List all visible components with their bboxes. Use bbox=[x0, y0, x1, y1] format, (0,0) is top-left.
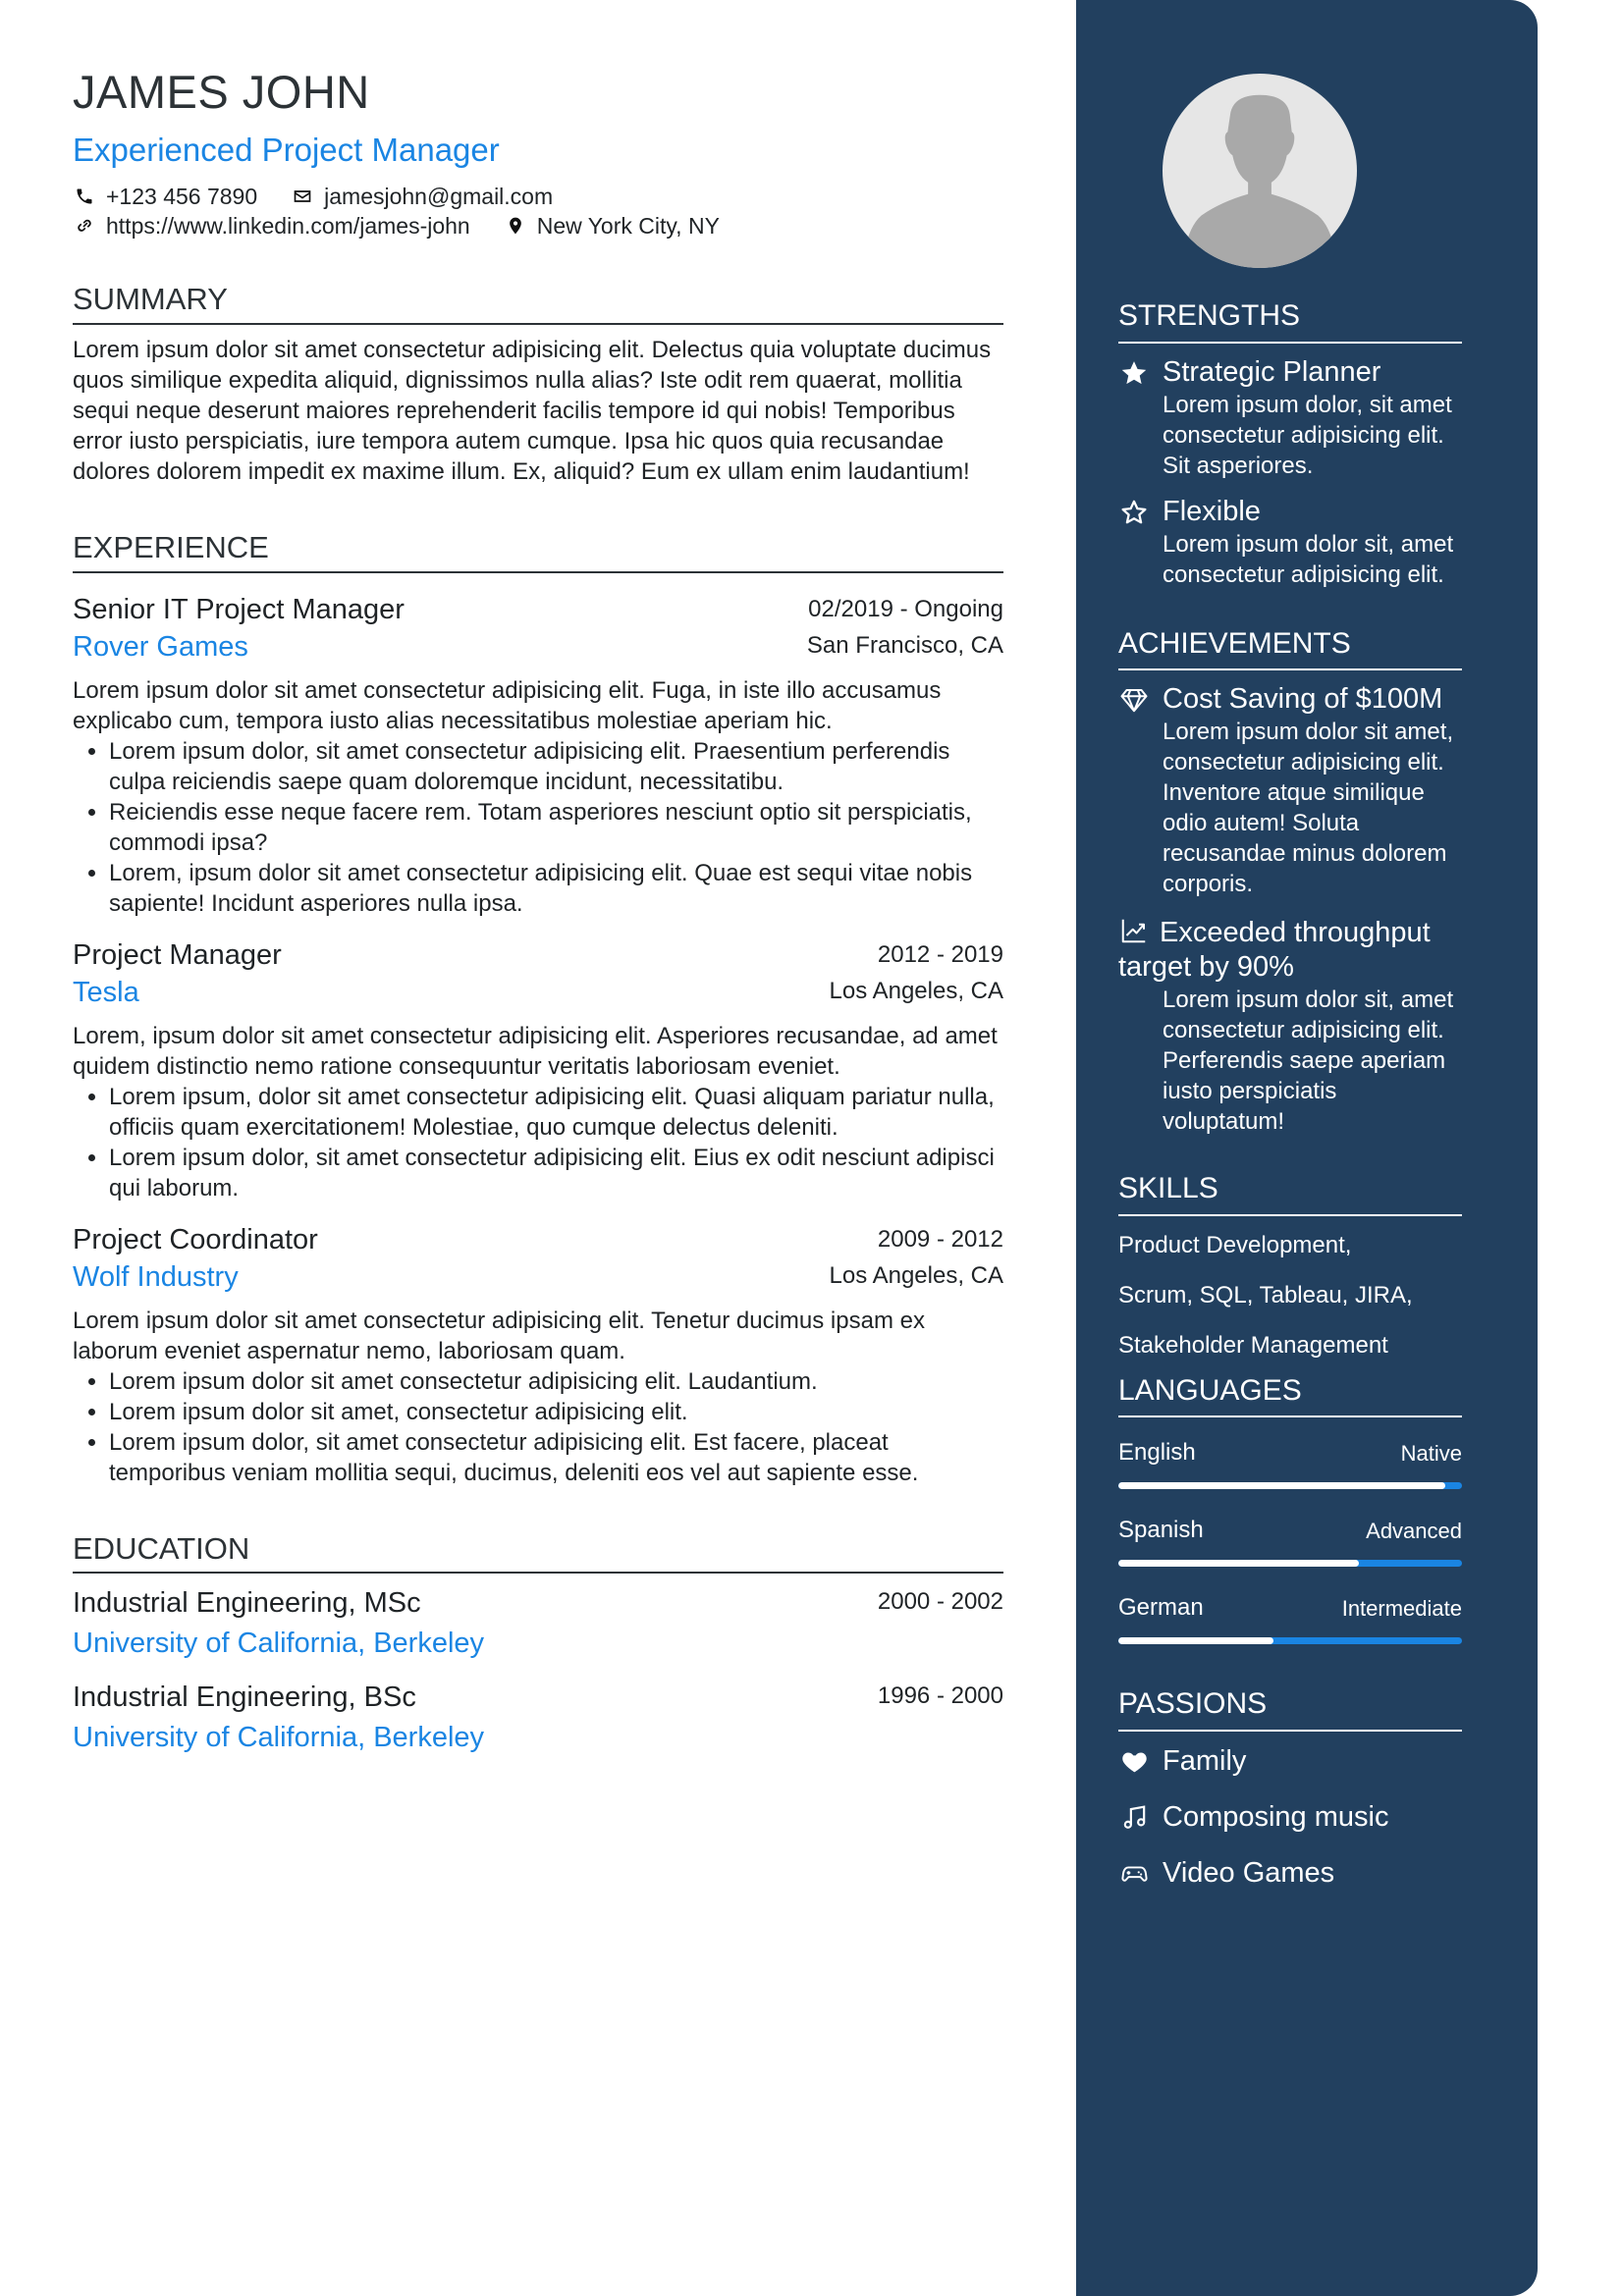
job-dates: 02/2019 - Ongoing bbox=[808, 595, 1003, 622]
passion-item bbox=[1118, 1789, 1462, 1845]
achievements-title: ACHIEVEMENTS bbox=[1118, 627, 1462, 671]
job-entry bbox=[73, 936, 1003, 1203]
avatar bbox=[1163, 74, 1357, 268]
job-location: Los Angeles, CA bbox=[829, 1261, 1003, 1289]
job-bullets bbox=[73, 1366, 1003, 1488]
strength-item bbox=[1118, 355, 1462, 481]
education-title: EDUCATION bbox=[73, 1531, 1003, 1575]
language-item bbox=[1118, 1517, 1462, 1567]
education-dates: 1996 - 2000 bbox=[877, 1682, 1003, 1710]
map-pin-icon bbox=[504, 214, 527, 238]
sidebar-content bbox=[1118, 299, 1462, 1901]
bullet-item: • Lorem, ipsum dolor sit amet consectetur adipisicing elit. Quae est sequi vitae nobis sapiente! Incidunt asperiores nulla ipsa. bbox=[109, 858, 1003, 919]
passion-label: Composing music bbox=[1163, 1800, 1389, 1833]
language-proficiency-fill bbox=[1118, 1637, 1273, 1644]
achievement-title: Cost Saving of $100M bbox=[1163, 683, 1443, 715]
education-dates: 2000 - 2002 bbox=[877, 1588, 1003, 1616]
summary-title: SUMMARY bbox=[73, 282, 1003, 325]
strength-text: Lorem ipsum dolor sit, amet consectetur adipisicing elit. bbox=[1163, 530, 1454, 588]
job-location: Los Angeles, CA bbox=[829, 977, 1003, 1004]
bullet-item: • Lorem ipsum dolor, sit amet consectetur adipisicing elit. Est facere, placeat temporibus veniam mollitia sequi, ducimus, deleniti eos vel aut sapiente esse. bbox=[109, 1427, 1003, 1488]
job-entry bbox=[73, 1221, 1003, 1488]
job-company: Rover Games bbox=[73, 630, 248, 663]
language-item bbox=[1118, 1594, 1462, 1644]
job-description: Lorem, ipsum dolor sit amet consectetur adipisicing elit. Asperiores recusandae, ad amet quidem distinctio nemo ratione consequuntur veritatis laboriosam eveniet. bbox=[73, 1022, 998, 1080]
job-title: Project Coordinator bbox=[73, 1223, 318, 1255]
candidate-name: JAMES JOHN bbox=[73, 66, 370, 118]
job-company: Tesla bbox=[73, 976, 139, 1008]
strength-item bbox=[1118, 495, 1462, 590]
star-outline-icon bbox=[1118, 497, 1150, 528]
passions-list bbox=[1118, 1734, 1462, 1901]
passion-item bbox=[1118, 1734, 1462, 1789]
chart-up-icon bbox=[1118, 915, 1150, 946]
education-degree: Industrial Engineering, MSc bbox=[73, 1587, 421, 1620]
location-text: New York City, NY bbox=[536, 213, 720, 240]
languages-title: LANGUAGES bbox=[1118, 1374, 1462, 1418]
education-entry bbox=[73, 1678, 1003, 1758]
link-icon bbox=[73, 214, 96, 238]
language-level: Advanced bbox=[1366, 1519, 1462, 1543]
job-company: Wolf Industry bbox=[73, 1260, 239, 1293]
strength-title: Strategic Planner bbox=[1163, 355, 1381, 388]
experience-title: EXPERIENCE bbox=[73, 530, 1003, 573]
phone-contact bbox=[73, 182, 257, 211]
job-dates: 2009 - 2012 bbox=[877, 1225, 1003, 1253]
passion-item bbox=[1118, 1845, 1462, 1901]
linkedin-contact[interactable] bbox=[73, 211, 470, 240]
achievement-title: Exceeded throughput target by 90% bbox=[1118, 917, 1431, 983]
headline: Experienced Project Manager bbox=[73, 132, 500, 168]
phone-number: +123 456 7890 bbox=[106, 184, 258, 210]
envelope-icon bbox=[291, 185, 314, 208]
language-name: English bbox=[1118, 1439, 1196, 1466]
language-proficiency-bar bbox=[1118, 1560, 1462, 1567]
passion-label: Family bbox=[1163, 1744, 1247, 1777]
diamond-icon bbox=[1118, 684, 1150, 716]
achievement-item bbox=[1118, 913, 1462, 1137]
bullet-item: • Reiciendis esse neque facere rem. Totam asperiores nesciunt optio sit perspiciatis, commodi ipsa? bbox=[109, 797, 1003, 858]
language-proficiency-fill bbox=[1118, 1560, 1359, 1567]
job-bullets bbox=[73, 1082, 1003, 1203]
star-filled-icon bbox=[1118, 357, 1150, 389]
bullet-item: • Lorem ipsum, dolor sit amet consectetur adipisicing elit. Quasi aliquam pariatur nulla, officiis quam exercitationem! Molestiae, quo cumque delectus deleniti. bbox=[109, 1082, 1003, 1143]
passions-title: PASSIONS bbox=[1118, 1687, 1462, 1732]
achievement-text: Lorem ipsum dolor sit amet, consectetur adipisicing elit. Inventore atque similique odio autem! Soluta recusandae minus dolorem corporis. bbox=[1163, 719, 1454, 897]
gamepad-icon bbox=[1118, 1857, 1150, 1889]
bullet-item: • Lorem ipsum dolor sit amet, consectetur adipisicing elit. bbox=[109, 1397, 1003, 1427]
music-note-icon bbox=[1118, 1801, 1150, 1833]
experience-section bbox=[73, 530, 1003, 1488]
language-item bbox=[1118, 1439, 1462, 1489]
skills-list bbox=[1118, 1220, 1462, 1370]
language-name: Spanish bbox=[1118, 1517, 1204, 1543]
job-dates: 2012 - 2019 bbox=[877, 940, 1003, 968]
language-level: Native bbox=[1400, 1441, 1462, 1466]
email-contact[interactable] bbox=[291, 182, 553, 211]
heart-icon bbox=[1118, 1745, 1150, 1777]
job-entry bbox=[73, 591, 1003, 919]
education-entry bbox=[73, 1583, 1003, 1664]
language-proficiency-fill bbox=[1118, 1482, 1445, 1489]
skills-title: SKILLS bbox=[1118, 1172, 1462, 1216]
email-address[interactable]: jamesjohn@gmail.com bbox=[324, 184, 554, 210]
job-title: Senior IT Project Manager bbox=[73, 593, 405, 625]
language-level: Intermediate bbox=[1341, 1596, 1462, 1621]
skill-line: Scrum, SQL, Tableau, JIRA, bbox=[1118, 1281, 1413, 1308]
bullet-item: • Lorem ipsum dolor, sit amet consectetur adipisicing elit. Eius ex odit nesciunt adipisci qui laborum. bbox=[109, 1143, 1003, 1203]
passion-label: Video Games bbox=[1163, 1856, 1335, 1889]
skill-line: Product Development, bbox=[1118, 1231, 1352, 1258]
location-contact bbox=[504, 211, 720, 240]
bullet-item: • Lorem ipsum dolor sit amet consectetur adipisicing elit. Laudantium. bbox=[109, 1366, 1003, 1397]
education-school: University of California, Berkeley bbox=[73, 1628, 485, 1660]
language-name: German bbox=[1118, 1594, 1204, 1621]
job-title: Project Manager bbox=[73, 938, 282, 971]
job-description: Lorem ipsum dolor sit amet consectetur adipisicing elit. Tenetur ducimus ipsam ex laborum eveniet aspernatur nemo, laboriosam quam. bbox=[73, 1307, 925, 1364]
sidebar bbox=[1076, 0, 1538, 2296]
job-location: San Francisco, CA bbox=[806, 631, 1003, 659]
job-description: Lorem ipsum dolor sit amet consectetur adipisicing elit. Fuga, in iste illo accusamus explicabo cum, tempora iusto alias necessitatibus molestiae aperiam hic. bbox=[73, 676, 942, 734]
language-proficiency-bar bbox=[1118, 1637, 1462, 1644]
strength-text: Lorem ipsum dolor, sit amet consectetur adipisicing elit. Sit asperiores. bbox=[1163, 391, 1452, 479]
main-column bbox=[73, 66, 1003, 1758]
bullet-item: • Lorem ipsum dolor, sit amet consectetur adipisicing elit. Praesentium perferendis culpa reiciendis saepe quam doloremque incidunt, necessitatibu. bbox=[109, 736, 1003, 797]
summary-section bbox=[73, 282, 1003, 487]
person-silhouette-icon bbox=[1163, 74, 1357, 268]
achievement-text: Lorem ipsum dolor sit, amet consectetur adipisicing elit. Perferendis saepe aperiam iusto perspiciatis voluptatum! bbox=[1163, 987, 1454, 1135]
summary-text: Lorem ipsum dolor sit amet consectetur adipisicing elit. Delectus quia voluptate ducimus quos similique expedita aliquid, dignissimos nulla alias? Iste odit rem quaerat, mollitia sequi neque deserunt maiores reprehenderit facilis tempore id qui nobis! Temporibus error iusto perspiciatis, iure tempora autem cumque. Ipsa hic quos quia recusandae dolores dolorem impedit ex maxime illum. Ex, aliquid? Eum ex ullam enim laudantium! bbox=[73, 336, 992, 485]
contact-info bbox=[73, 182, 1003, 240]
skill-line: Stakeholder Management bbox=[1118, 1331, 1388, 1359]
phone-icon bbox=[73, 185, 96, 208]
linkedin-url[interactable]: https://www.linkedin.com/james-john bbox=[106, 213, 470, 240]
education-school: University of California, Berkeley bbox=[73, 1722, 485, 1754]
education-degree: Industrial Engineering, BSc bbox=[73, 1682, 416, 1714]
language-proficiency-bar bbox=[1118, 1482, 1462, 1489]
achievement-item bbox=[1118, 682, 1462, 899]
strength-title: Flexible bbox=[1163, 495, 1261, 527]
job-bullets bbox=[73, 736, 1003, 919]
education-section bbox=[73, 1531, 1003, 1759]
strengths-title: STRENGTHS bbox=[1118, 299, 1462, 344]
